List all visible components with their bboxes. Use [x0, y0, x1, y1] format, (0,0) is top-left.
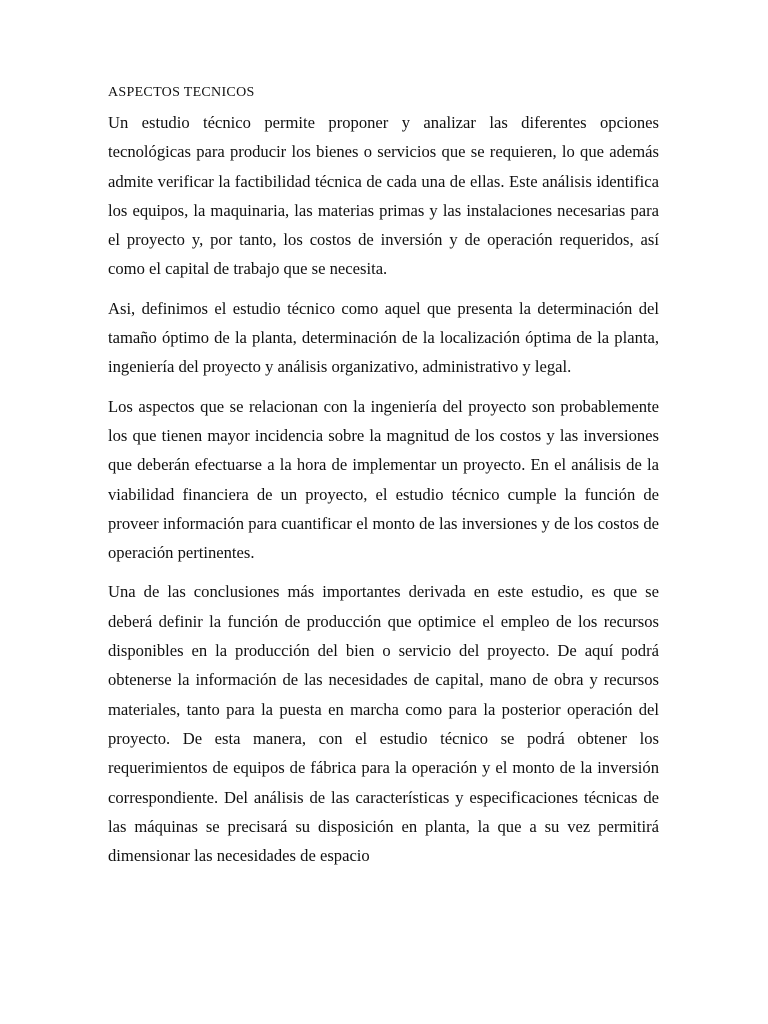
paragraph-3: Los aspectos que se relacionan con la ingeniería del proyecto son probablemente los que tienen mayor incidencia sobre la magnitud de los costos y las inversiones que deberán efectuarse a la hora de implementar un proyecto. En el análisis de la viabilidad financiera de un proyecto, el estudio técnico cumple la función de proveer información para cuantificar el monto de las inversiones y de los costos de operación pertinentes.: [108, 396, 659, 563]
document-body: [108, 84, 659, 880]
paragraph-4: Una de las conclusiones más importantes derivada en este estudio, es que se deberá definir la función de producción que optimice el empleo de los recursos disponibles en la producción del bien o servicio del proyecto. De aquí podrá obtenerse la información de las necesidades de capital, mano de obra y recursos materiales, tanto para la puesta en marcha como para la posterior operación del proyecto. De esta manera, con el estudio técnico se podrá obtener los requerimientos de equipos de fábrica para la operación y el monto de la inversión correspondiente. Del análisis de las características y especificaciones técnicas de las máquinas se precisará su disposición en planta, la que a su vez permitirá dimensionar las necesidades de espacio: [108, 582, 659, 866]
document-heading: ASPECTOS TECNICOS: [108, 85, 255, 100]
paragraph-2: Asi, definimos el estudio técnico como aquel que presenta la determinación del tamaño óptimo de la planta, determinación de la localización óptima de la planta, ingeniería del proyecto y análisis organizativo, administrativo y legal.: [108, 298, 659, 377]
paragraph-1: Un estudio técnico permite proponer y analizar las diferentes opciones tecnológicas para producir los bienes o servicios que se requieren, lo que además admite verificar la factibilidad técnica de cada una de ellas. Este análisis identifica los equipos, la maquinaria, las materias primas y las instalaciones necesarias para el proyecto y, por tanto, los costos de inversión y de operación requeridos, así como el capital de trabajo que se necesita.: [108, 113, 659, 279]
